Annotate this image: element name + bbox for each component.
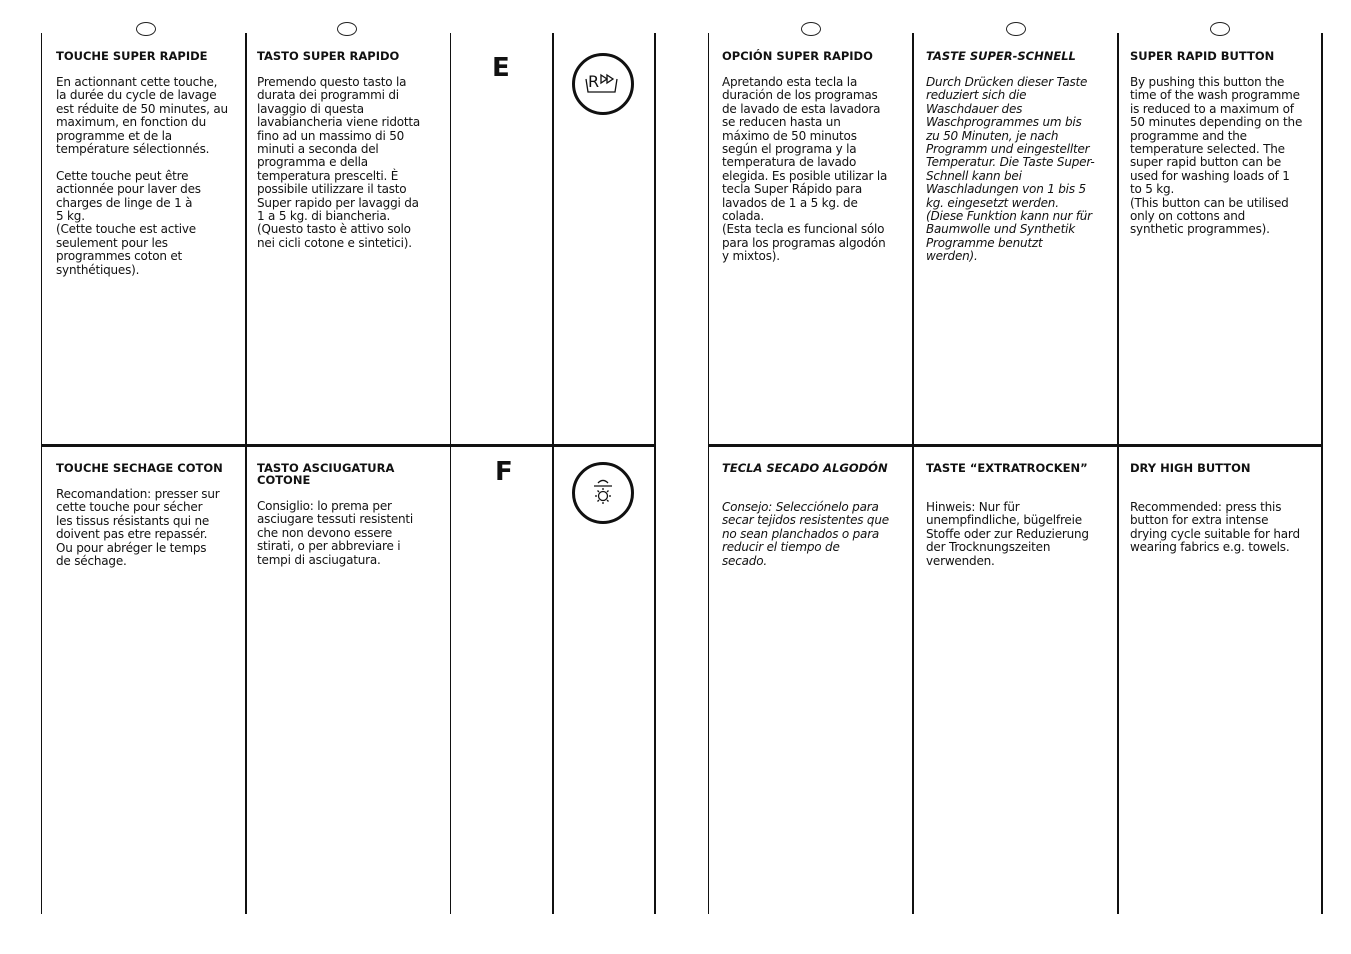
cell-it-super-rapid [257,50,447,250]
section-body: Consejo: Selecciónelo para secar tejidos resistentes que no sean planchados o para reducir el tiempo de secado. [722,500,889,568]
section-letter-f: F [495,457,513,487]
section-title: TOUCHE SUPER RAPIDE [56,49,208,63]
cell-en-super-rapid [1130,50,1318,237]
row-divider [708,444,1323,447]
section-title: TOUCHE SECHAGE COTON [56,461,223,475]
row-divider [41,444,656,447]
super-rapid-icon [572,53,634,115]
column-divider [1321,33,1323,914]
binder-hole-2 [337,22,357,36]
section-body: Durch Drücken dieser Taste reduziert sich die Waschdauer des Waschprogrammes um bis zu 50 Minuten, je nach Programm und eingestellter Temperatur. Die Taste Super- Schnell kann bei Waschladungen von 1 bis 5 kg. eingesetzt werden. (Diese Funktion kann nur für Baumwolle und Synthetik Programme benutzt werden). [926,75,1095,264]
dry-high-icon [572,462,634,524]
binder-hole-1 [136,22,156,36]
column-divider [708,33,709,914]
cell-de-super-rapid [926,50,1114,264]
column-divider [41,33,42,914]
column-divider [912,33,914,914]
section-body: By pushing this button the time of the wash programme is reduced to a maximum of 50 minutes depending on the programme and the temperature selected. The super rapid button can be used for washing loads of 1 to 5 kg. (This button can be utilised only on cottons and synthetic programmes). [1130,75,1303,237]
section-body: En actionnant cette touche, la durée du cycle de lavage est réduite de 50 minutes, au maximum, en fonction du programme et de la température sélectionnés. Cette touche peut être actionnée pour laver des charges de linge de 1 à 5 kg. (Cette touche est active seulement pour les programmes coton et synthétiques). [56,75,228,277]
cell-en-dry-high [1130,462,1318,555]
section-body: Recommended: press this button for extra intense drying cycle suitable for hard wearing fabrics e.g. towels. [1130,500,1300,555]
cell-fr-dry-high [56,462,241,568]
section-title: TASTO SUPER RAPIDO [257,49,400,63]
section-title: TASTO ASCIUGATURA COTONE [257,461,395,487]
binder-hole-3 [801,22,821,36]
cell-es-dry-high [722,462,910,568]
section-letter-e: E [492,53,510,83]
section-title: OPCIÓN SUPER RAPIDO [722,49,873,63]
svg-text:R: R [588,72,600,91]
section-title: SUPER RAPID BUTTON [1130,49,1275,63]
column-divider [1117,33,1119,914]
cell-de-dry-high [926,462,1114,568]
cell-it-dry-high [257,462,447,567]
section-title: TASTE “EXTRATROCKEN” [926,461,1088,475]
column-divider [654,33,656,914]
column-divider [552,33,554,914]
section-title: TECLA SECADO ALGODÓN [722,461,888,475]
cell-fr-super-rapid [56,50,241,277]
binder-hole-5 [1210,22,1230,36]
cell-es-super-rapid [722,50,910,264]
section-title: TASTE SUPER-SCHNELL [926,49,1076,63]
section-body: Apretando esta tecla la duración de los programas de lavado de esta lavadora se reducen hasta un máximo de 50 minutos según el programa y la temperatura de lavado elegida. Es posible utilizar la tecla Super Rápido para lavados de 1 a 5 kg. de colada. (Esta tecla es funcional sólo para los programas algodón y mixtos). [722,75,888,264]
column-divider [450,33,451,914]
column-divider [245,33,247,914]
binder-hole-4 [1006,22,1026,36]
section-body: Consiglio: lo prema per asciugare tessuti resistenti che non devono essere stirati, o per abbreviare i tempi di asciugatura. [257,499,414,567]
section-title: DRY HIGH BUTTON [1130,461,1251,475]
section-body: Premendo questo tasto la durata dei programmi di lavaggio di questa lavabiancheria viene ridotta fino ad un massimo di 50 minuti a seconda del programma e della temperatura prescelti. È possibile utilizzare il tasto Super rapido per lavaggi da 1 a 5 kg. di biancheria. (Questo tasto è attivo solo nei cicli cotone e sintetici). [257,75,421,250]
section-body: Hinweis: Nur für unempfindliche, bügelfreie Stoffe oder zur Reduzierung der Trocknungszeiten verwenden. [926,500,1089,568]
section-body: Recomandation: presser sur cette touche pour sécher les tissus résistants qui ne doivent pas etre repassér. Ou pour abréger le temps de séchage. [56,487,220,569]
